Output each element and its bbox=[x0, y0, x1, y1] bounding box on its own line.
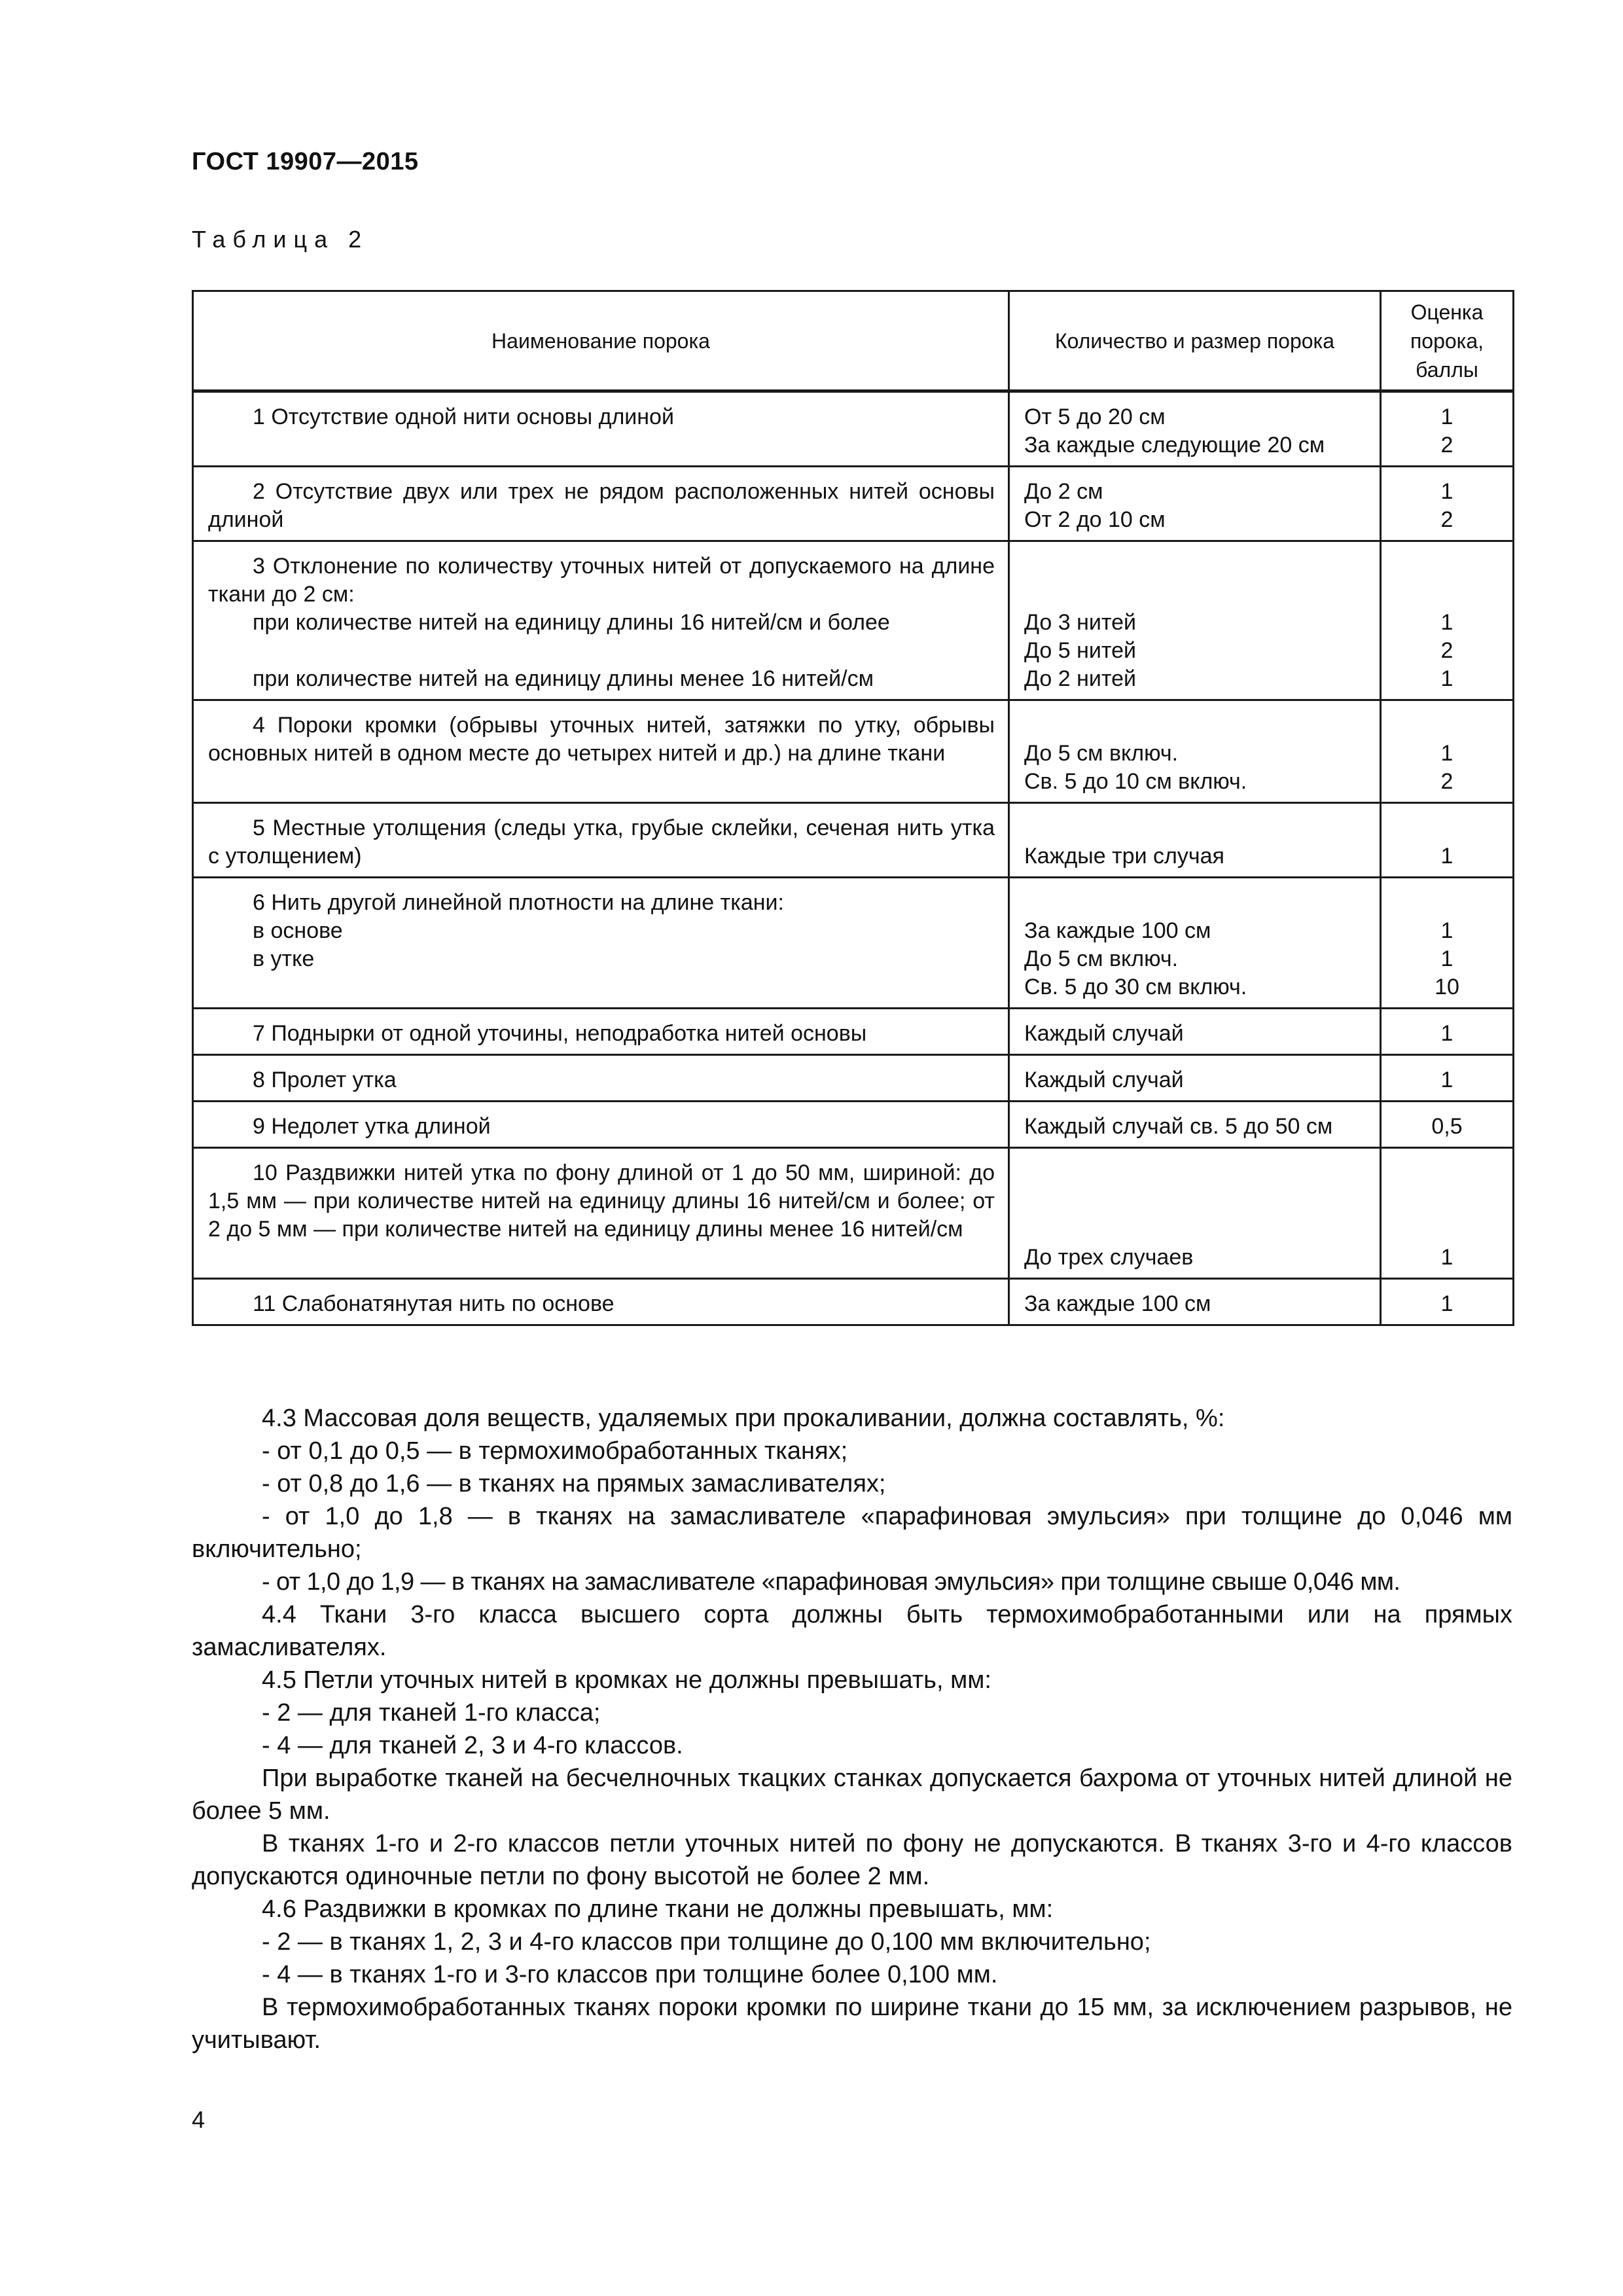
defect-quantity-cell bbox=[1009, 1102, 1381, 1148]
defect-score-value: 2 bbox=[1440, 638, 1454, 663]
defect-quantity-text: За каждые следующие 20 см bbox=[1024, 433, 1325, 457]
defect-score-spacer bbox=[1384, 552, 1510, 581]
defect-name-cell bbox=[193, 700, 1009, 803]
table-row bbox=[193, 1279, 1514, 1325]
defect-name-cell bbox=[193, 541, 1009, 700]
defect-score-spacer bbox=[1384, 1187, 1510, 1215]
defect-score-spacer bbox=[1384, 581, 1510, 609]
paragraph-text: В тканях 1-го и 2-го классов петли уточных нитей по фону не допускаются. В тканях 3-го и 4-го классов допускаются одиночные петли по фону высотой не более 2 мм. bbox=[192, 1830, 1512, 1890]
defect-quantity-text: Св. 5 до 30 см включ. bbox=[1024, 975, 1247, 999]
paragraph-clause-4-4: 4.4 Ткани 3-го класса высшего сорта должны быть термохимобработанными или на прямых замасливателях. bbox=[192, 1601, 1512, 1661]
defect-quantity-text: За каждые 100 см bbox=[1024, 918, 1211, 943]
defect-score-cell bbox=[1381, 1009, 1514, 1055]
defect-score-cell bbox=[1381, 700, 1514, 803]
defect-name-text: 3 Отклонение по количеству уточных нитей от допускаемого на длине ткани до 2 см: bbox=[208, 554, 995, 607]
defect-score-value: 1 bbox=[1440, 844, 1454, 869]
defect-quantity-text: До 2 нитей bbox=[1024, 666, 1136, 691]
defects-table bbox=[192, 290, 1514, 1326]
defect-score-value: 1 bbox=[1440, 946, 1454, 971]
paragraph-list-item: - 2 — для тканей 1-го класса; bbox=[262, 1699, 601, 1727]
defect-name-spacer bbox=[208, 637, 995, 665]
column-header-defect-score: Оценка порока, баллы bbox=[1381, 291, 1514, 391]
defect-quantity-text: Св. 5 до 10 см включ. bbox=[1024, 769, 1247, 794]
defect-quantity-spacer bbox=[1024, 581, 1373, 609]
defect-name-subitem: в основе bbox=[253, 918, 343, 943]
defect-name-cell bbox=[193, 1009, 1009, 1055]
defect-quantity-text: До 5 см включ. bbox=[1024, 946, 1179, 971]
defect-score-value: 0,5 bbox=[1431, 1114, 1463, 1139]
defect-name-cell bbox=[193, 1148, 1009, 1279]
table-row bbox=[193, 878, 1514, 1009]
defect-quantity-cell bbox=[1009, 467, 1381, 541]
table-row bbox=[193, 541, 1514, 700]
paragraph-list-item: - от 0,8 до 1,6 — в тканях на прямых замасливателях; bbox=[262, 1470, 886, 1498]
paragraph-list-item: - 2 — в тканях 1, 2, 3 и 4-го классов при толщине до 0,100 мм включительно; bbox=[262, 1928, 1151, 1956]
defect-score-value: 10 bbox=[1435, 975, 1459, 999]
defect-quantity-cell bbox=[1009, 700, 1381, 803]
defect-score-cell bbox=[1381, 1055, 1514, 1102]
defect-score-value: 2 bbox=[1440, 433, 1454, 457]
paragraph-list-item: - от 1,0 до 1,8 — в тканях на замасливателе «парафиновая эмульсия» при толщине до 0,046 мм включительно; bbox=[192, 1503, 1512, 1563]
column-header-defect-name: Наименование порока bbox=[193, 291, 1009, 391]
table-caption: Таблица 2 bbox=[192, 226, 369, 253]
defect-name-cell bbox=[193, 391, 1009, 467]
defect-name-cell bbox=[193, 1055, 1009, 1102]
column-header-defect-quantity: Количество и размер порока bbox=[1009, 291, 1381, 391]
defect-quantity-text: Каждые три случая bbox=[1024, 844, 1224, 869]
defect-quantity-spacer bbox=[1024, 1187, 1373, 1215]
defect-quantity-cell bbox=[1009, 391, 1381, 467]
defect-name-cell bbox=[193, 467, 1009, 541]
defect-score-cell bbox=[1381, 803, 1514, 878]
defect-score-spacer bbox=[1384, 1215, 1510, 1244]
defect-quantity-text: За каждые 100 см bbox=[1024, 1291, 1211, 1316]
defect-quantity-text: Каждый случай св. 5 до 50 см bbox=[1024, 1114, 1333, 1139]
table-row bbox=[193, 467, 1514, 541]
defect-quantity-cell bbox=[1009, 1279, 1381, 1325]
table-row bbox=[193, 391, 1514, 467]
defect-name-text: 2 Отсутствие двух или трех не рядом расположенных нитей основы длиной bbox=[208, 479, 995, 532]
defect-quantity-text: До трех случаев bbox=[1024, 1245, 1194, 1270]
defect-score-value: 1 bbox=[1440, 404, 1454, 429]
defect-quantity-text: До 5 нитей bbox=[1024, 638, 1136, 663]
defect-score-value: 1 bbox=[1440, 1067, 1454, 1092]
defect-score-cell bbox=[1381, 1279, 1514, 1325]
defect-name-text: 1 Отсутствие одной нити основы длиной bbox=[253, 404, 674, 429]
paragraph-list-item: - от 0,1 до 0,5 — в термохимобработанных тканях; bbox=[262, 1437, 848, 1465]
table-row bbox=[193, 803, 1514, 878]
defect-quantity-cell bbox=[1009, 1148, 1381, 1279]
defect-quantity-spacer bbox=[1024, 1215, 1373, 1244]
defect-score-value: 1 bbox=[1440, 1245, 1454, 1270]
defect-score-value: 2 bbox=[1440, 507, 1454, 532]
paragraph-clause-4-3: 4.3 Массовая доля веществ, удаляемых при прокаливании, должна составлять, %: bbox=[262, 1405, 1225, 1432]
defect-quantity-text: Каждый случай bbox=[1024, 1067, 1184, 1092]
defect-name-cell bbox=[193, 1279, 1009, 1325]
defect-score-value: 1 bbox=[1440, 918, 1454, 943]
defect-name-subitem: при количестве нитей на единицу длины менее 16 нитей/см bbox=[253, 666, 874, 691]
defect-quantity-spacer bbox=[1024, 1159, 1373, 1187]
paragraph-text: В термохимобработанных тканях пороки кромки по ширине ткани до 15 мм, за исключением разрывов, не учитывают. bbox=[192, 1994, 1512, 2054]
defect-name-text: 6 Нить другой линейной плотности на длине ткани: bbox=[253, 890, 784, 915]
defect-score-spacer bbox=[1384, 1159, 1510, 1187]
table-row bbox=[193, 1055, 1514, 1102]
defect-name-text: 4 Пороки кромки (обрывы уточных нитей, затяжки по утку, обрывы основных нитей в одном месте до четырех нитей и др.) на длине ткани bbox=[208, 713, 995, 766]
defect-name-cell bbox=[193, 803, 1009, 878]
defect-quantity-text: До 2 см bbox=[1024, 479, 1103, 504]
defect-quantity-text: Каждый случай bbox=[1024, 1021, 1184, 1046]
defect-quantity-cell bbox=[1009, 1009, 1381, 1055]
paragraph-text: При выработке тканей на бесчелночных ткацких станках допускается бахрома от уточных нитей длиной не более 5 мм. bbox=[192, 1765, 1512, 1825]
defect-score-value: 1 bbox=[1440, 1291, 1454, 1316]
paragraph-list-item: - от 1,0 до 1,9 — в тканях на замасливателе «парафиновая эмульсия» при толщине свыше 0,046 мм. bbox=[262, 1568, 1400, 1596]
defect-score-spacer bbox=[1384, 889, 1510, 917]
defect-name-text: 7 Поднырки от одной уточины, неподработка нитей основы bbox=[253, 1021, 867, 1046]
paragraph-list-item: - 4 — в тканях 1-го и 3-го классов при толщине более 0,100 мм. bbox=[262, 1961, 998, 1988]
defect-quantity-spacer bbox=[1024, 889, 1373, 917]
table-row bbox=[193, 1102, 1514, 1148]
defect-score-value: 2 bbox=[1440, 769, 1454, 794]
defect-score-cell bbox=[1381, 467, 1514, 541]
defect-quantity-cell bbox=[1009, 878, 1381, 1009]
paragraph-clause-4-5: 4.5 Петли уточных нитей в кромках не должны превышать, мм: bbox=[262, 1666, 991, 1694]
defect-score-value: 1 bbox=[1440, 666, 1454, 691]
defect-score-cell bbox=[1381, 391, 1514, 467]
defect-score-value: 1 bbox=[1440, 741, 1454, 766]
defect-quantity-spacer bbox=[1024, 814, 1373, 842]
defect-name-text: 10 Раздвижки нитей утка по фону длиной от 1 до 50 мм, шириной: до 1,5 мм — при количестве нитей на единицу длины 16 нитей/см и более; от 2 до 5 мм — при количестве нитей на единицу длины менее 16 нитей/см bbox=[208, 1160, 995, 1242]
defect-quantity-cell bbox=[1009, 541, 1381, 700]
defect-name-text: 5 Местные утолщения (следы утка, грубые склейки, сеченая нить утка с утолщением) bbox=[208, 816, 995, 869]
defect-name-cell bbox=[193, 878, 1009, 1009]
defect-quantity-cell bbox=[1009, 803, 1381, 878]
defect-quantity-text: От 5 до 20 см bbox=[1024, 404, 1166, 429]
defect-score-value: 1 bbox=[1440, 479, 1454, 504]
defect-name-subitem: в утке bbox=[253, 946, 315, 971]
defect-quantity-spacer bbox=[1024, 552, 1373, 581]
paragraph-clause-4-6: 4.6 Раздвижки в кромках по длине ткани не должны превышать, мм: bbox=[262, 1895, 1054, 1923]
body-text bbox=[192, 1402, 1512, 2056]
defect-score-cell bbox=[1381, 878, 1514, 1009]
paragraph-list-item: - 4 — для тканей 2, 3 и 4-го классов. bbox=[262, 1732, 683, 1759]
defect-score-value: 1 bbox=[1440, 1021, 1454, 1046]
table-row bbox=[193, 1148, 1514, 1279]
defect-quantity-text: От 2 до 10 см bbox=[1024, 507, 1166, 532]
defect-score-value: 1 bbox=[1440, 610, 1454, 635]
defect-quantity-text: До 5 см включ. bbox=[1024, 741, 1179, 766]
defect-name-text: 9 Недолет утка длиной bbox=[253, 1114, 491, 1139]
defect-quantity-text: До 3 нитей bbox=[1024, 610, 1136, 635]
defect-quantity-spacer bbox=[1024, 711, 1373, 740]
table-header-row bbox=[193, 291, 1514, 391]
defect-score-spacer bbox=[1384, 711, 1510, 740]
defect-quantity-cell bbox=[1009, 1055, 1381, 1102]
defect-name-subitem: при количестве нитей на единицу длины 16 нитей/см и более bbox=[253, 610, 890, 635]
defect-score-spacer bbox=[1384, 814, 1510, 842]
defect-name-text: 11 Слабонатянутая нить по основе bbox=[253, 1291, 615, 1316]
page-number: 4 bbox=[192, 2106, 205, 2133]
defect-score-cell bbox=[1381, 1148, 1514, 1279]
table-row bbox=[193, 1009, 1514, 1055]
defect-score-cell bbox=[1381, 1102, 1514, 1148]
defect-name-text: 8 Пролет утка bbox=[253, 1067, 397, 1092]
document-header: ГОСТ 19907—2015 bbox=[192, 148, 419, 175]
table-row bbox=[193, 700, 1514, 803]
defect-name-cell bbox=[193, 1102, 1009, 1148]
defect-score-cell bbox=[1381, 541, 1514, 700]
